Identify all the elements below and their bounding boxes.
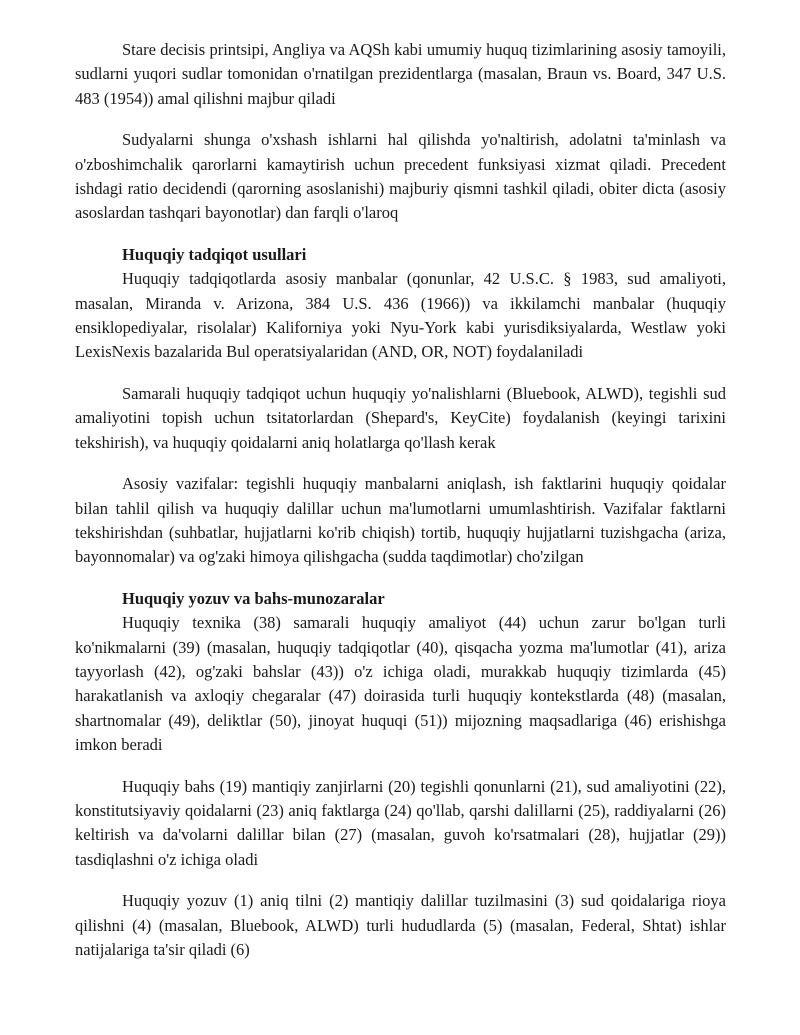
paragraph-legal-technique: Huquqiy texnika (38) samarali huquqiy amaliyot (44) uchun zarur bo'lgan turli ko'nikmalarni (39) (masalan, huquqiy tadqiqotlar (40), qisqacha yozma ma'lumotlar (41), ariza tayyorlash (42), og'zaki bahslar (43)) o'z ichiga oladi, murakkab huquqiy tizimlarda (45) harakatlanish va axloqiy chegaralar (47) doirasida turli huquqiy kontekstlarda (48) (masalan, shartnomalar (49), deliktlar (50), jinoyat huquqi (51)) mijozning maqsadlariga (46) erishishga imkon beradi: [75, 613, 726, 755]
paragraph-legal-argument: Huquqiy bahs (19) mantiqiy zanjirlarni (20) tegishli qonunlarni (21), sud amaliyotini (22), konstitutsiyaviy qoidalarni (23) aniq faktlarga (24) qo'llab, qarshi dalillarni (25), raddiyalarni (26) keltirish va da'volarni dalillar bilan (27) (masalan, guvoh ko'rsatmalari (28), hujjatlar (29)) tasdiqlashni o'z ichiga oladi: [75, 776, 726, 869]
paragraph-main-tasks: Asosiy vazifalar: tegishli huquqiy manbalarni aniqlash, ish faktlarini huquqiy qoidalar bilan tahlil qilish va huquqiy dalillar uchun ma'lumotlarni umumlashtirish. Vazifalar faktlarni tekshirishdan (suhbatlar, hujjatlarni ko'rib chiqish) tortib, huquqiy hujjatlarni tuzishgacha (ariza, bayonnomalar) va og'zaki himoya qilishgacha (sudda taqdimotlar) cho'zilgan: [75, 474, 726, 567]
paragraph-stare-decisis: Stare decisis printsipi, Angliya va AQSh kabi umumiy huquq tizimlarining asosiy tamoyili, sudlarni yuqori sudlar tomonidan o'rnatilgan prezidentlarga (masalan, Braun vs. Board, 347 U.S. 483 (1954)) amal qilishni majbur qiladi: [75, 40, 726, 108]
paragraph-legal-writing: Huquqiy yozuv (1) aniq tilni (2) mantiqiy dalillar tuzilmasini (3) sud qoidalariga rioya qilishni (4) (masalan, Bluebook, ALWD) turli hududlarda (5) (masalan, Federal, Shtat) ishlar natijalariga ta'sir qiladi (6): [75, 891, 726, 959]
heading-legal-writing-advocacy: Huquqiy yozuv va bahs-munozaralar: [122, 588, 385, 608]
document-page: [75, 38, 726, 979]
heading-legal-research-methods: Huquqiy tadqiqot usullari: [122, 244, 307, 264]
paragraph-primary-sources: Huquqiy tadqiqotlarda asosiy manbalar (qonunlar, 42 U.S.C. § 1983, sud amaliyoti, masalan, Miranda v. Arizona, 384 U.S. 436 (1966)) va ikkilamchi manbalar (huquqiy ensiklopediyalar, risolalar) Kaliforniya yoki Nyu-York kabi yurisdiksiyalarda, Westlaw yoki LexisNexis bazalarida Bul operatsiyalaridan (AND, OR, NOT) foydalaniladi: [75, 269, 726, 362]
paragraph-precedent-function: Sudyalarni shunga o'xshash ishlarni hal qilishda yo'naltirish, adolatni ta'minlash va o'zboshimchalik qarorlarni kamaytirish uchun precedent funksiyasi xizmat qiladi. Precedent ishdagi ratio decidendi (qarorning asoslanishi) majburiy qismni tashkil qiladi, obiter dicta (asosiy asoslardan tashqari bayonotlar) dan farqli o'laroq: [75, 130, 726, 223]
paragraph-effective-research: Samarali huquqiy tadqiqot uchun huquqiy yo'nalishlarni (Bluebook, ALWD), tegishli sud amaliyotini topish uchun tsitatorlardan (Shepard's, KeyCite) foydalanish (keyingi tarixini tekshirish), va huquqiy qoidalarni aniq holatlarga qo'llash kerak: [75, 383, 726, 452]
